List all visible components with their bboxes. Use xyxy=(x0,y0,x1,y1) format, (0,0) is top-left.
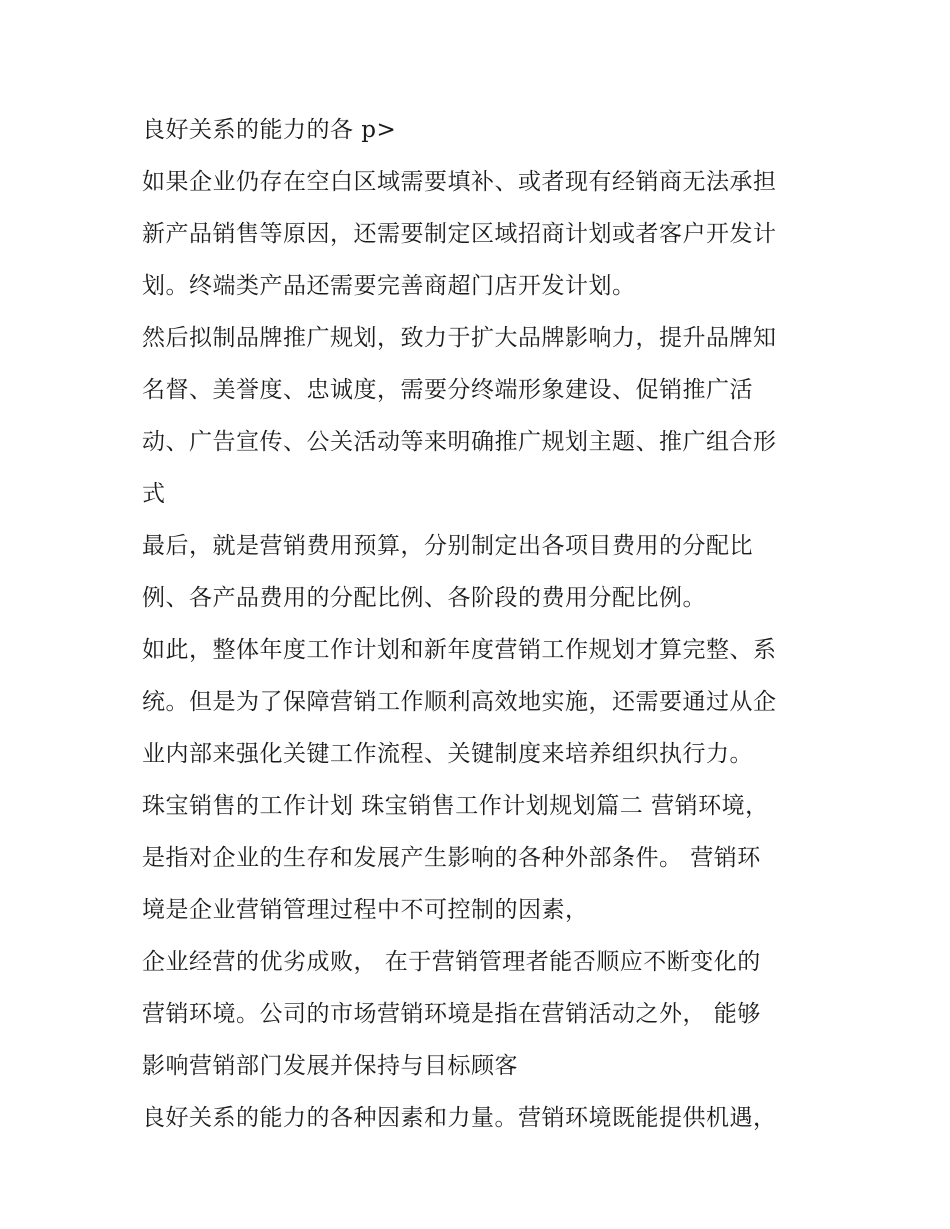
text-line: 良好关系的能力的各 p> xyxy=(142,117,397,143)
paragraph-4 xyxy=(142,520,822,624)
text-line: 最后，就是营销费用预算，分别制定出各项目费用的分配比 xyxy=(142,533,753,559)
paragraph-6 xyxy=(142,780,822,936)
text-line: 企业经营的优劣成败， 在于营销管理者能否顺应不断变化的 xyxy=(142,949,761,975)
document-page xyxy=(142,104,822,1144)
text-line: 动、广告宣传、公关活动等来明确推广规划主题、推广组合形 xyxy=(142,429,777,455)
text-line: 统。但是为了保障营销工作顺利高效地实施，还需要通过从企 xyxy=(142,689,777,715)
text-line: 影响营销部门发展并保持与目标顾客 xyxy=(142,1053,518,1079)
text-line: 境是企业营销管理过程中不可控制的因素， xyxy=(142,897,589,923)
text-line: 是指对企业的生存和发展产生影响的各种外部条件。 营销环 xyxy=(142,845,761,871)
paragraph-3 xyxy=(142,312,822,520)
text-line: 如果企业仍存在空白区域需要填补、或者现有经销商无法承担 xyxy=(142,169,777,195)
text-line: 新产品销售等原因，还需要制定区域招商计划或者客户开发计 xyxy=(142,221,777,247)
text-line: 营销环境。公司的市场营销环境是指在营销活动之外， 能够 xyxy=(142,1001,761,1027)
paragraph-7 xyxy=(142,936,822,1092)
paragraph-2 xyxy=(142,156,822,312)
paragraph-8 xyxy=(142,1092,822,1144)
text-line: 业内部来强化关键工作流程、关键制度来培养组织执行力。 xyxy=(142,741,753,767)
text-line: 名督、美誉度、忠诚度，需要分终端形象建设、促销推广活 xyxy=(142,377,753,403)
paragraph-1 xyxy=(142,104,822,156)
text-line: 式 xyxy=(142,481,166,507)
text-line: 良好关系的能力的各种因素和力量。营销环境既能提供机遇， xyxy=(142,1105,777,1131)
text-line: 例、各产品费用的分配比例、各阶段的费用分配比例。 xyxy=(142,585,706,611)
paragraph-5 xyxy=(142,624,822,780)
text-line: 珠宝销售的工作计划 珠宝销售工作计划规划篇二 营销环境， xyxy=(142,793,769,819)
text-line: 然后拟制品牌推广规划，致力于扩大品牌影响力，提升品牌知 xyxy=(142,325,777,351)
text-line: 如此，整体年度工作计划和新年度营销工作规划才算完整、系 xyxy=(142,637,777,663)
text-line: 划。终端类产品还需要完善商超门店开发计划。 xyxy=(142,273,636,299)
